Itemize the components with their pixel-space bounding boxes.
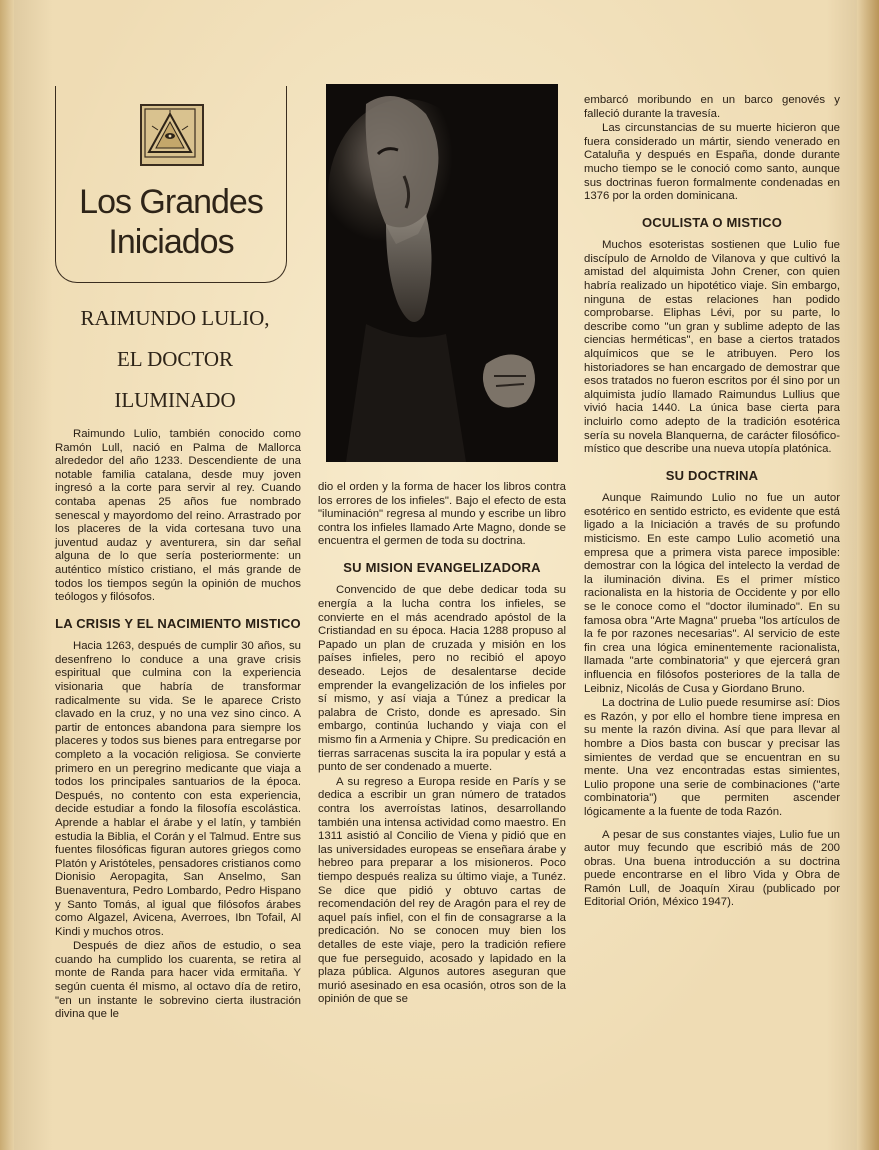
paragraph: embarcó moribundo en un barco genovés y falleció durante la travesía.	[584, 94, 840, 120]
paragraph-gap	[584, 820, 840, 829]
article-title-line2: EL DOCTOR	[116, 347, 234, 371]
text-column-3	[584, 94, 840, 910]
paragraph: Aunque Raimundo Lulio no fue un autor esotérico en sentido estricto, es evidente que está ligado a la Iniciación a través de su profundo misticismo. En este campo Lulio acometió una empresa que a primera vista parece imposible: demostrar con la lógica del intelecto la verdad de la iluminación divina. Es el primer místico racionalista en la historia de Occidente y por ello se le conoce como el "doctor iluminado". En su famosa obra "Arte Magna" prueba "los artículos de la fe por razones necesarias". Al servicio de este fin crea una lógica eminentemente racionalista, llamada "arte combinatoria" y que ejercerá gran influencia en filósofos posteriores de la talla de Leibniz, Nicolás de Cusa y Giordano Bruno.	[584, 492, 840, 695]
paragraph: A pesar de sus constantes viajes, Lulio fue un autor muy fecundo que escribió más de 200 obras. Una buena introducción a su doctrina puede encontrarse en el libro Vida y Obra de Ramón Lull, de Joaquín Xirau (publicado por Editorial Orión, México 1947).	[584, 828, 840, 909]
section-heading: SU DOCTRINA	[665, 467, 759, 483]
paragraph: Después de diez años de estudio, o sea cuando ha cumplido los cuarenta, se retira al monte de Randa para hacer vida ermitaña. Y según cuenta él mismo, al octavo día de retiro, "en un instante le sobrevino cierta ilustración divina que le	[55, 940, 301, 1021]
section-heading: SU MISION EVANGELIZADORA	[343, 559, 541, 575]
article-title-line3: ILUMINADO	[114, 388, 236, 412]
text-column-2	[318, 481, 566, 1007]
masonic-triangle-emblem-icon	[140, 104, 204, 166]
page-edge-left	[0, 0, 14, 1150]
page-edge-right	[857, 0, 879, 1150]
paragraph: Hacia 1263, después de cumplir 30 años, su desenfreno lo conduce a una grave crisis espiritual que culmina con la experiencia visionaria que habría de transformar radicalmente su vida. Se le aparece Cristo clavado en la cruz, y no una vez sino cinco. A partir de entonces abandona para siempre los placeres y todos sus bienes para entregarse por completo a la vocación religiosa. Se convierte primero en un peregrino medicante que viaja a todos los principales santuarios de la época. Después, no contento con esta experiencia, decide estudiar a fondo la filosofía escolástica. Aprende a hablar el árabe y el latín, y también estudia la Biblia, el Corán y el Talmud. Entre sus fuentes filosóficas figuran autores griegos como Platón y Aristóteles, pensadores cristianos como Dionisio Aeropagita, San Anselmo, San Buenaventura, Pedro Lombardo, Pedro Hispano y Santo Tomás, al igual que filósofos árabes como Algazel, Avicena, Averroes, Ibn Tofail, Al Kindi y muchos otros.	[55, 640, 301, 938]
series-title-line1: Los Grandes	[79, 183, 263, 221]
paragraph: Raimundo Lulio, también conocido como Ramón Lull, nació en Palma de Mallorca alrededor del año 1233. Descendiente de una notable familia catalana, desde muy joven ingresó a la corte para servir al rey. Cuando contaba apenas 25 años fue nombrado senescal y mayordomo del reino. Arrastrado por los placeres de la vida cortesana tuvo una juventud audaz y aventurera, sin dar señal alguna de lo que sería posteriormente: un auténtico místico cristiano, el más grande de todos los tiempos según la opinión de muchos teólogos y filósofos.	[55, 428, 301, 604]
series-header-box	[55, 86, 287, 283]
article-title	[55, 298, 295, 421]
section-heading: OCULISTA O MISTICO	[641, 214, 783, 230]
portrait-image	[326, 84, 558, 462]
paragraph: Las circunstancias de su muerte hicieron que fuera considerado un mártir, siendo venerado en Cataluña y después en España, donde durante mucho tiempo se le conoció como santo, aunque sus doctrinas fueron formalmente condenadas en 1376 por la orden dominicana.	[584, 122, 840, 203]
paragraph: La doctrina de Lulio puede resumirse así: Dios es Razón, y por ello el hombre tiene impresa en su mente la razón divina. Así que para llevar al hombre a Dios basta con buscar y precisar las simientes de verdad que se encuentran en su mente. Una vez encontradas estas simientes, Lulio propone una serie de combinaciones ("arte combinatoria") que permiten ascender lógicamente a la fuente de toda Razón.	[584, 697, 840, 818]
paragraph: dio el orden y la forma de hacer los libros contra los errores de los infieles". Bajo el efecto de esta "iluminación" regresa al mundo y escribe un libro contra los infieles llamado Arte Magno, donde se encuentra el germen de toda su doctrina.	[318, 481, 566, 548]
text-column-1	[55, 428, 301, 1022]
article-title-line1: RAIMUNDO LULIO,	[80, 306, 270, 330]
paragraph: A su regreso a Europa reside en París y se dedica a escribir un gran número de tratados contra los averroístas latinos, desarrollando también una intensa actividad como maestro. En 1311 asistió al Concilio de Viena y pidió que en las universidades europeas se enseñara árabe y hebreo para preparar a los misioneros. Poco tiempo después realiza su último viaje, a Tunéz. Se dice que pidió y obtuvo cartas de recomendación del rey de Aragón para el rey de aquel país infiel, con el fin de consagrarse a la predicación. No se conocen muy bien los detalles de este viaje, pero la tradición refiere que fue perseguido, acosado y lapidado en la plaza pública. Algunos autores aseguran que murió asesinado en esa ocasión, otros son de la opinión de que se	[318, 775, 566, 1006]
paragraph: Convencido de que debe dedicar toda su energía a la lucha contra los infieles, se convierte en el más acendrado apóstol de la Cristiandad en su época. Hacia 1288 propuso al Papado un plan de cruzada y misión en los países infieles, pero no recibió el apoyo deseado. Lejos de desalentarse decide emprender la evangelización de los infieles por sí mismo, y así viaja a Túnez a predicar la palabra de Cristo, donde es apresado. Sin embargo, continúa luchando y viaja con el mismo fin a Armenia y Chipre. Su predicación en tierras sarracenas suscita la ira popular y está a punto de ser condenado a muerte.	[318, 584, 566, 774]
series-title	[56, 182, 286, 262]
paragraph: Muchos esoteristas sostienen que Lulio fue discípulo de Arnoldo de Vilanova y que cultivó la amistad del alquimista John Crener, con quien habría realizado un hipotético viaje. Sin embargo, ninguna de estas relaciones han podido comprobarse. Eliphas Lévi, por su parte, lo describe como "un gran y sublime adepto de las ciencias herméticas", en base a ciertos tratados alquímicos que se le atribuyen. Pero los historiadores se han encargado de demostrar que esos tratados no fueron escritos por él sino por un alquimista judío llamado Raimundus Lullius que vivió hacia 1440. La única base cierta para incluirlo como adepto de la tradición esotérica sería su novela Blanquerna, de carácter filosófico-místico que describe una nueva utopía platónica.	[584, 239, 840, 456]
series-title-line2: Iniciados	[108, 223, 234, 261]
section-heading: LA CRISIS Y EL NACIMIENTO MISTICO	[55, 615, 301, 631]
